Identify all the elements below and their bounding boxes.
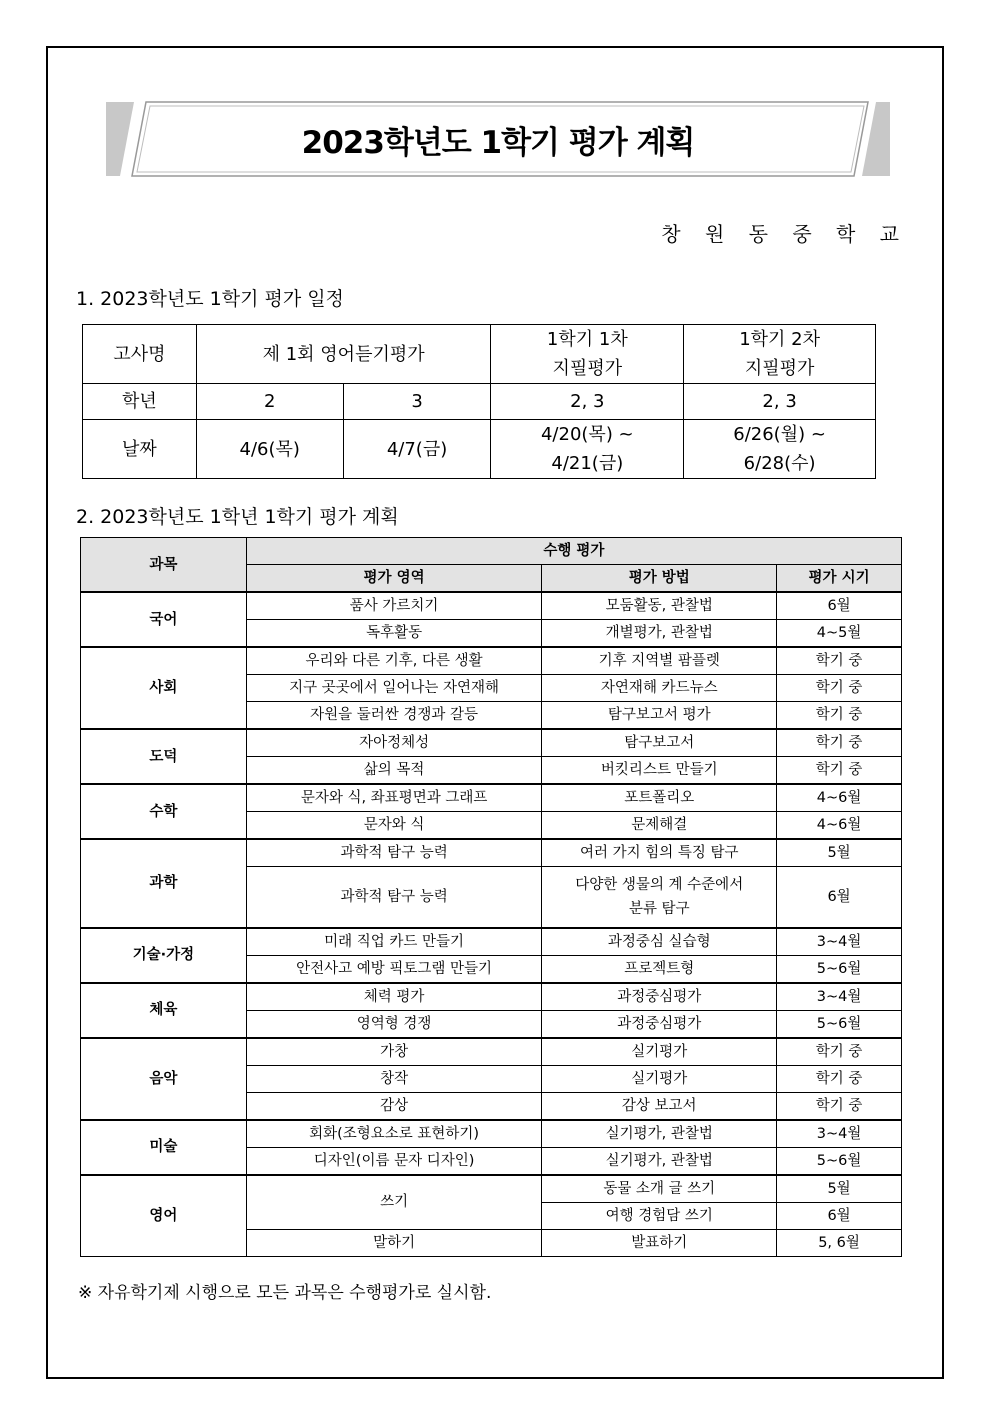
exam-name-cell: 제 1회 영어듣기평가 (196, 325, 491, 384)
method-cell: 탐구보고서 (542, 729, 777, 757)
area-cell: 감상 (246, 1092, 542, 1120)
timing-cell: 6월 (777, 867, 902, 928)
date-cell (491, 420, 684, 479)
timing-cell: 5~6월 (777, 1147, 902, 1175)
exam-name-row (83, 325, 876, 384)
timing-cell: 학기 중 (777, 757, 902, 785)
subject-cell: 영어 (81, 1175, 247, 1257)
area-cell: 안전사고 예방 픽토그램 만들기 (246, 955, 542, 983)
method-cell: 포트폴리오 (542, 784, 777, 812)
method-cell: 개별평가, 관찰법 (542, 620, 777, 648)
timing-cell: 학기 중 (777, 729, 902, 757)
area-cell: 문자와 식, 좌표평면과 그래프 (246, 784, 542, 812)
title-banner (106, 100, 890, 178)
method-cell: 실기평가 (542, 1038, 777, 1066)
method-cell: 문제해결 (542, 812, 777, 840)
table-row (81, 839, 902, 867)
subject-cell: 도덕 (81, 729, 247, 784)
date-line: 6/28(수) (743, 453, 816, 474)
timing-cell: 3~4월 (777, 928, 902, 956)
subject-cell: 과학 (81, 839, 247, 928)
method-cell: 기후 지역별 팜플렛 (542, 647, 777, 675)
exam-name-cell (684, 325, 876, 384)
subject-cell: 음악 (81, 1038, 247, 1120)
area-cell: 자아정체성 (246, 729, 542, 757)
page-title: 2023학년도 1학기 평가 계획 (301, 124, 695, 161)
timing-cell: 6월 (777, 592, 902, 620)
timing-cell: 3~4월 (777, 1120, 902, 1148)
timing-cell: 6월 (777, 1202, 902, 1229)
table-row (81, 647, 902, 675)
area-cell: 우리와 다른 기후, 다른 생활 (246, 647, 542, 675)
header-subject: 과목 (81, 538, 247, 593)
method-cell: 실기평가, 관찰법 (542, 1147, 777, 1175)
subject-cell: 미술 (81, 1120, 247, 1175)
method-cell: 과정중심평가 (542, 983, 777, 1011)
subject-cell: 국어 (81, 592, 247, 647)
area-cell: 디자인(이름 문자 디자인) (246, 1147, 542, 1175)
school-name: 창 원 동 중 학 교 (661, 222, 908, 246)
exam-schedule-table (82, 324, 876, 479)
grade-cell: 2 (196, 384, 343, 420)
area-cell: 품사 가르치기 (246, 592, 542, 620)
date-cell: 4/6(목) (196, 420, 343, 479)
grade-label: 학년 (83, 384, 197, 420)
timing-cell: 5~6월 (777, 955, 902, 983)
timing-cell: 학기 중 (777, 702, 902, 730)
area-cell: 회화(조형요소로 표현하기) (246, 1120, 542, 1148)
table-row (81, 784, 902, 812)
header-performance: 수행 평가 (246, 538, 901, 565)
exam-name-line: 1학기 1차 (546, 329, 628, 350)
timing-cell: 4~5월 (777, 620, 902, 648)
table-row (81, 729, 902, 757)
timing-cell: 학기 중 (777, 1038, 902, 1066)
date-line: 6/26(월) ~ (733, 424, 826, 445)
header-timing: 평가 시기 (777, 565, 902, 593)
timing-cell: 5월 (777, 839, 902, 867)
exam-name-line: 지필평가 (744, 358, 815, 379)
subject-cell: 기술·가정 (81, 928, 247, 983)
method-line: 다양한 생물의 계 수준에서 (575, 876, 744, 893)
grade-cell: 3 (343, 384, 491, 420)
method-cell: 과정중심평가 (542, 1010, 777, 1038)
grade-cell: 2, 3 (491, 384, 684, 420)
section2-title: 2. 2023학년도 1학년 1학기 평가 계획 (76, 506, 399, 528)
area-cell: 미래 직업 카드 만들기 (246, 928, 542, 956)
table-row (81, 592, 902, 620)
area-cell: 쓰기 (246, 1175, 542, 1230)
table-row (81, 1038, 902, 1066)
subject-cell: 사회 (81, 647, 247, 729)
timing-cell: 5월 (777, 1175, 902, 1203)
table-row (81, 928, 902, 956)
date-cell: 4/7(금) (343, 420, 491, 479)
timing-cell: 학기 중 (777, 647, 902, 675)
method-line: 분류 탐구 (628, 900, 690, 917)
method-cell: 여러 가지 힘의 특징 탐구 (542, 839, 777, 867)
date-line: 4/21(금) (551, 453, 624, 474)
method-cell: 탐구보고서 평가 (542, 702, 777, 730)
exam-label: 고사명 (83, 325, 197, 384)
area-cell: 과학적 탐구 능력 (246, 839, 542, 867)
table-row (81, 983, 902, 1011)
assessment-plan-table (80, 537, 902, 1257)
area-cell: 가창 (246, 1038, 542, 1066)
method-cell: 발표하기 (542, 1229, 777, 1256)
timing-cell: 학기 중 (777, 1092, 902, 1120)
timing-cell: 학기 중 (777, 675, 902, 702)
timing-cell: 4~6월 (777, 784, 902, 812)
area-cell: 창작 (246, 1065, 542, 1092)
subject-cell: 체육 (81, 983, 247, 1038)
area-cell: 말하기 (246, 1229, 542, 1256)
method-cell (542, 867, 777, 928)
area-cell: 독후활동 (246, 620, 542, 648)
subject-cell: 수학 (81, 784, 247, 839)
timing-cell: 5, 6월 (777, 1229, 902, 1256)
method-cell: 실기평가, 관찰법 (542, 1120, 777, 1148)
date-label: 날짜 (83, 420, 197, 479)
header-method: 평가 방법 (542, 565, 777, 593)
header-area: 평가 영역 (246, 565, 542, 593)
method-cell: 동물 소개 글 쓰기 (542, 1175, 777, 1203)
method-cell: 과정중심 실습형 (542, 928, 777, 956)
exam-name-cell (491, 325, 684, 384)
area-cell: 과학적 탐구 능력 (246, 867, 542, 928)
exam-name-line: 1학기 2차 (739, 329, 820, 350)
method-cell: 감상 보고서 (542, 1092, 777, 1120)
method-cell: 프로젝트형 (542, 955, 777, 983)
table-row (81, 1175, 902, 1203)
area-cell: 문자와 식 (246, 812, 542, 840)
timing-cell: 4~6월 (777, 812, 902, 840)
header-row (81, 538, 902, 565)
footer-note: ※ 자유학기제 시행으로 모든 과목은 수행평가로 실시함. (78, 1283, 492, 1303)
date-row (83, 420, 876, 479)
timing-cell: 학기 중 (777, 1065, 902, 1092)
grade-cell: 2, 3 (684, 384, 876, 420)
exam-name-line: 지필평가 (552, 358, 623, 379)
area-cell: 체력 평가 (246, 983, 542, 1011)
area-cell: 영역형 경쟁 (246, 1010, 542, 1038)
area-cell: 삶의 목적 (246, 757, 542, 785)
grade-row (83, 384, 876, 420)
method-cell: 모둠활동, 관찰법 (542, 592, 777, 620)
timing-cell: 5~6월 (777, 1010, 902, 1038)
section1-title: 1. 2023학년도 1학기 평가 일정 (76, 288, 344, 310)
timing-cell: 3~4월 (777, 983, 902, 1011)
method-cell: 여행 경험담 쓰기 (542, 1202, 777, 1229)
table-row (81, 1120, 902, 1148)
method-cell: 자연재해 카드뉴스 (542, 675, 777, 702)
date-line: 4/20(목) ~ (540, 424, 634, 445)
area-cell: 지구 곳곳에서 일어나는 자연재해 (246, 675, 542, 702)
method-cell: 버킷리스트 만들기 (542, 757, 777, 785)
area-cell: 자원을 둘러싼 경쟁과 갈등 (246, 702, 542, 730)
date-cell (684, 420, 876, 479)
method-cell: 실기평가 (542, 1065, 777, 1092)
